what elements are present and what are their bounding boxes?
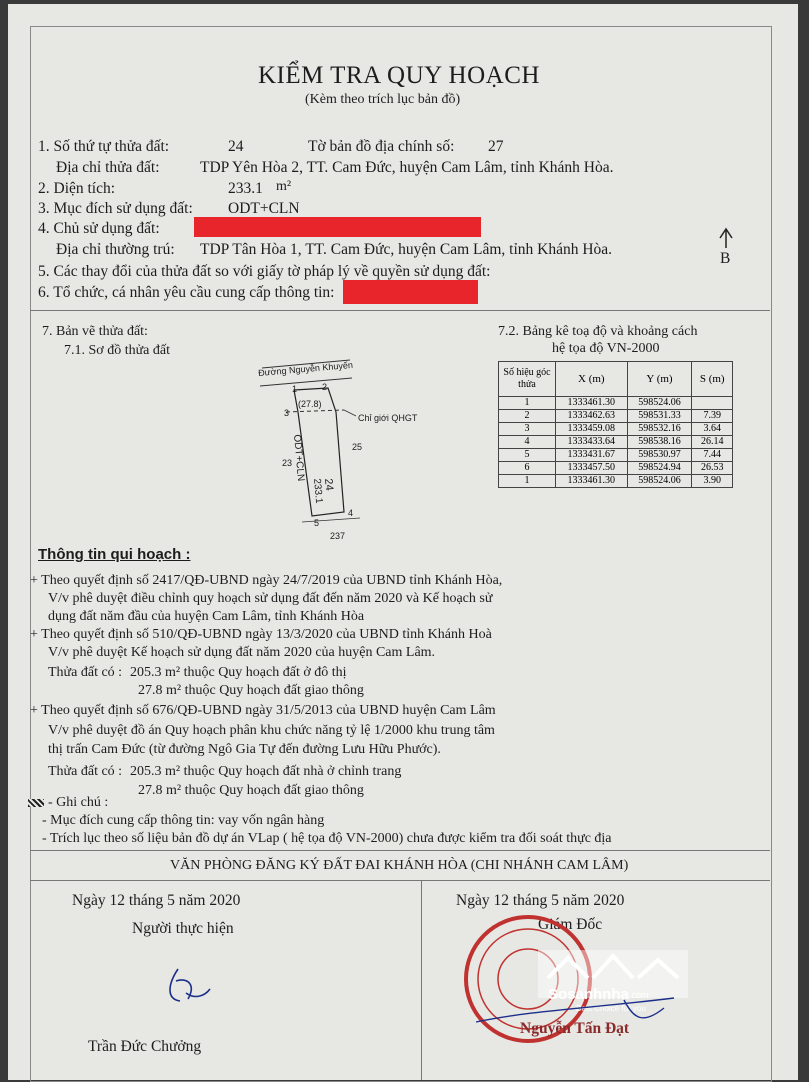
signature-left (158, 959, 218, 1009)
table-row (499, 475, 733, 488)
area-value: 233.1 (228, 180, 263, 197)
map-sheet-value: 27 (488, 138, 504, 155)
cell-x: 1333461.30 (556, 397, 628, 410)
decision-1-line-2: V/v phê duyệt điều chỉnh quy hoạch sử dụng đất đến năm 2020 và Kế hoạch sử (48, 591, 493, 606)
document-page (8, 4, 798, 1080)
cell-y: 598531.33 (627, 410, 692, 423)
address-value: TDP Yên Hòa 2, TT. Cam Đức, huyện Cam Lâm, tỉnh Khánh Hòa. (200, 159, 614, 176)
left-name: Trần Đức Chưởng (88, 1038, 202, 1055)
map-sheet-label: Tờ bản đồ địa chính số: (308, 138, 455, 155)
note-source: - Trích lục theo số liệu bản đồ dự án VLap ( hệ tọa độ VN-2000) chưa được kiểm tra đối soát thực địa (42, 831, 612, 846)
diagram-section-label: 7.1. Sơ đồ thửa đất (64, 343, 170, 358)
road-width-value: (27.8) (298, 399, 322, 409)
table-row (499, 397, 733, 410)
vertex-5: 5 (314, 518, 320, 528)
changes-label: 5. Các thay đổi của thửa đất so với giấy tờ pháp lý về quyền sử dụng đất: (38, 263, 491, 280)
coord-table-title: 7.2. Bảng kê toạ độ và khoảng cách (498, 324, 698, 339)
decision-1-line-3: dụng đất năm đầu của huyện Cam Lâm, tỉnh Khánh Hòa (48, 609, 365, 624)
cell-s: 26.14 (692, 436, 733, 449)
coord-table (498, 361, 733, 488)
neighbor-237: 237 (330, 531, 346, 541)
cell-vertex: 5 (499, 449, 556, 462)
left-date: Ngày 12 tháng 5 năm 2020 (72, 892, 241, 909)
section-divider (30, 880, 770, 881)
cell-y: 598530.97 (627, 449, 692, 462)
cell-vertex: 1 (499, 475, 556, 488)
note-purpose: - Mục đích cung cấp thông tin: vay vốn ngân hàng (42, 813, 325, 828)
cell-vertex: 4 (499, 436, 556, 449)
cell-s: 7.39 (692, 410, 733, 423)
table-row (499, 449, 733, 462)
decision-2-traffic: 27.8 m² thuộc Quy hoạch đất giao thông (138, 683, 364, 698)
cell-s: 3.90 (692, 475, 733, 488)
vertex-1: 1 (292, 384, 298, 394)
cell-x: 1333459.08 (556, 423, 628, 436)
coord-col-s: S (m) (692, 362, 733, 397)
cell-y: 598532.16 (627, 423, 692, 436)
cell-s: 7.44 (692, 449, 733, 462)
decision-3-traffic: 27.8 m² thuộc Quy hoạch đất giao thông (138, 783, 364, 798)
decision-2-line-1: + Theo quyết định số 510/QĐ-UBND ngày 13/3/2020 của UBND tỉnh Khánh Hoà (30, 627, 492, 642)
drawing-section-label: 7. Bản vẽ thửa đất: (42, 324, 148, 339)
page-title: KIỂM TRA QUY HOẠCH (258, 62, 540, 89)
planning-heading: Thông tin qui hoạch : (38, 546, 191, 563)
office-name: VĂN PHÒNG ĐĂNG KÝ ĐẤT ĐAI KHÁNH HÒA (CHI NHÁNH CAM LÂM) (170, 858, 629, 873)
vertex-4: 4 (348, 508, 354, 518)
parcel-area-sketch: 233.1 (311, 478, 325, 504)
coord-col-vertex: Số hiệu góc thửa (499, 362, 556, 397)
section-divider (30, 850, 770, 851)
north-label: B (720, 250, 731, 267)
requester-redaction (343, 280, 478, 304)
land-use-value: ODT+CLN (228, 200, 300, 217)
signature-divider (421, 880, 422, 1080)
decision-1-line-1: + Theo quyết định số 2417/QĐ-UBND ngày 24/7/2019 của UBND tỉnh Khánh Hòa, (30, 573, 503, 588)
address-label: Địa chỉ thửa đất: (56, 159, 160, 176)
owner-label: 4. Chủ sử dụng đất: (38, 220, 160, 237)
decision-2-parcel-label: Thửa đất có : (48, 665, 123, 680)
boundary-label: Chỉ giới QHGT (358, 413, 418, 423)
parcel-number-value: 24 (228, 138, 244, 155)
coord-col-x: X (m) (556, 362, 628, 397)
cell-x: 1333431.67 (556, 449, 628, 462)
decision-3-residential: 205.3 m² thuộc Quy hoạch đất nhà ở chỉnh trang (130, 764, 402, 779)
decision-2-line-2: V/v phê duyệt Kế hoạch sử dụng đất năm 2020 của huyện Cam Lâm. (48, 645, 436, 660)
land-use-label: 3. Mục đích sử dụng đất: (38, 200, 193, 217)
hatch-legend-icon (28, 799, 44, 807)
vertex-6: 3 (284, 408, 290, 418)
parcel-number-sketch: 24 (322, 478, 336, 492)
table-row (499, 436, 733, 449)
cell-x: 1333462.63 (556, 410, 628, 423)
table-row (499, 410, 733, 423)
cell-s: 3.64 (692, 423, 733, 436)
neighbor-25: 25 (352, 442, 363, 452)
cell-x: 1333461.30 (556, 475, 628, 488)
neighbor-23: 23 (282, 458, 293, 468)
residence-value: TDP Tân Hòa 1, TT. Cam Đức, huyện Cam Lâm, tỉnh Khánh Hòa. (200, 241, 613, 258)
notes-label: - Ghi chú : (48, 795, 109, 810)
area-unit: m² (276, 179, 292, 194)
page-subtitle: (Kèm theo trích lục bản đồ) (305, 92, 461, 107)
right-role: Giám Đốc (538, 916, 603, 933)
cell-y: 598524.94 (627, 462, 692, 475)
cell-vertex: 3 (499, 423, 556, 436)
decision-3-parcel-label: Thửa đất có : (48, 764, 123, 779)
decision-3-line-1: + Theo quyết định số 676/QĐ-UBND ngày 31/5/2013 của UBND huyện Cam Lâm (30, 703, 496, 718)
watermark-domain: .com (629, 990, 649, 1000)
requester-label: 6. Tổ chức, cá nhân yêu cầu cung cấp thông tin: (38, 284, 335, 301)
decision-3-line-2: V/v phê duyệt đồ án Quy hoạch phân khu chức năng tỷ lệ 1/2000 khu trung tâm (48, 723, 495, 738)
table-row (499, 462, 733, 475)
owner-redaction (194, 217, 481, 237)
right-name: Nguyễn Tấn Đạt (520, 1020, 630, 1037)
parcel-sketch (240, 354, 430, 544)
cell-x: 1333433.64 (556, 436, 628, 449)
coord-table-subtitle: hệ tọa độ VN-2000 (552, 341, 660, 356)
vertex-2: 2 (322, 382, 328, 392)
left-role: Người thực hiện (132, 920, 234, 937)
parcel-use-label: ODT+CLN (291, 434, 307, 482)
right-date: Ngày 12 tháng 5 năm 2020 (456, 892, 625, 909)
road-name: Đường Nguyễn Khuyến (257, 359, 354, 379)
cell-y: 598524.06 (627, 397, 692, 410)
cell-y: 598538.16 (627, 436, 692, 449)
parcel-number-label: 1. Số thứ tự thửa đất: (38, 138, 170, 155)
cell-vertex: 2 (499, 410, 556, 423)
cell-y: 598524.06 (627, 475, 692, 488)
decision-2-residential: 205.3 m² thuộc Quy hoạch đất ở đô thị (130, 665, 347, 680)
coord-col-y: Y (m) (627, 362, 692, 397)
area-label: 2. Diện tích: (38, 180, 116, 197)
section-divider (30, 310, 770, 311)
cell-s: 26.53 (692, 462, 733, 475)
decision-3-line-3: thị trấn Cam Đức (từ đường Ngô Gia Tự đến đường Lưu Hữu Phước). (48, 742, 441, 757)
cell-x: 1333457.50 (556, 462, 628, 475)
cell-s (692, 397, 733, 410)
table-row (499, 423, 733, 436)
watermark-tagline: Best Choice for you (576, 1004, 646, 1013)
residence-label: Địa chỉ thường trú: (56, 241, 175, 258)
cell-vertex: 6 (499, 462, 556, 475)
coord-table-header (499, 362, 733, 397)
watermark-brand: Sosanhnha (548, 986, 629, 1003)
cell-vertex: 1 (499, 397, 556, 410)
